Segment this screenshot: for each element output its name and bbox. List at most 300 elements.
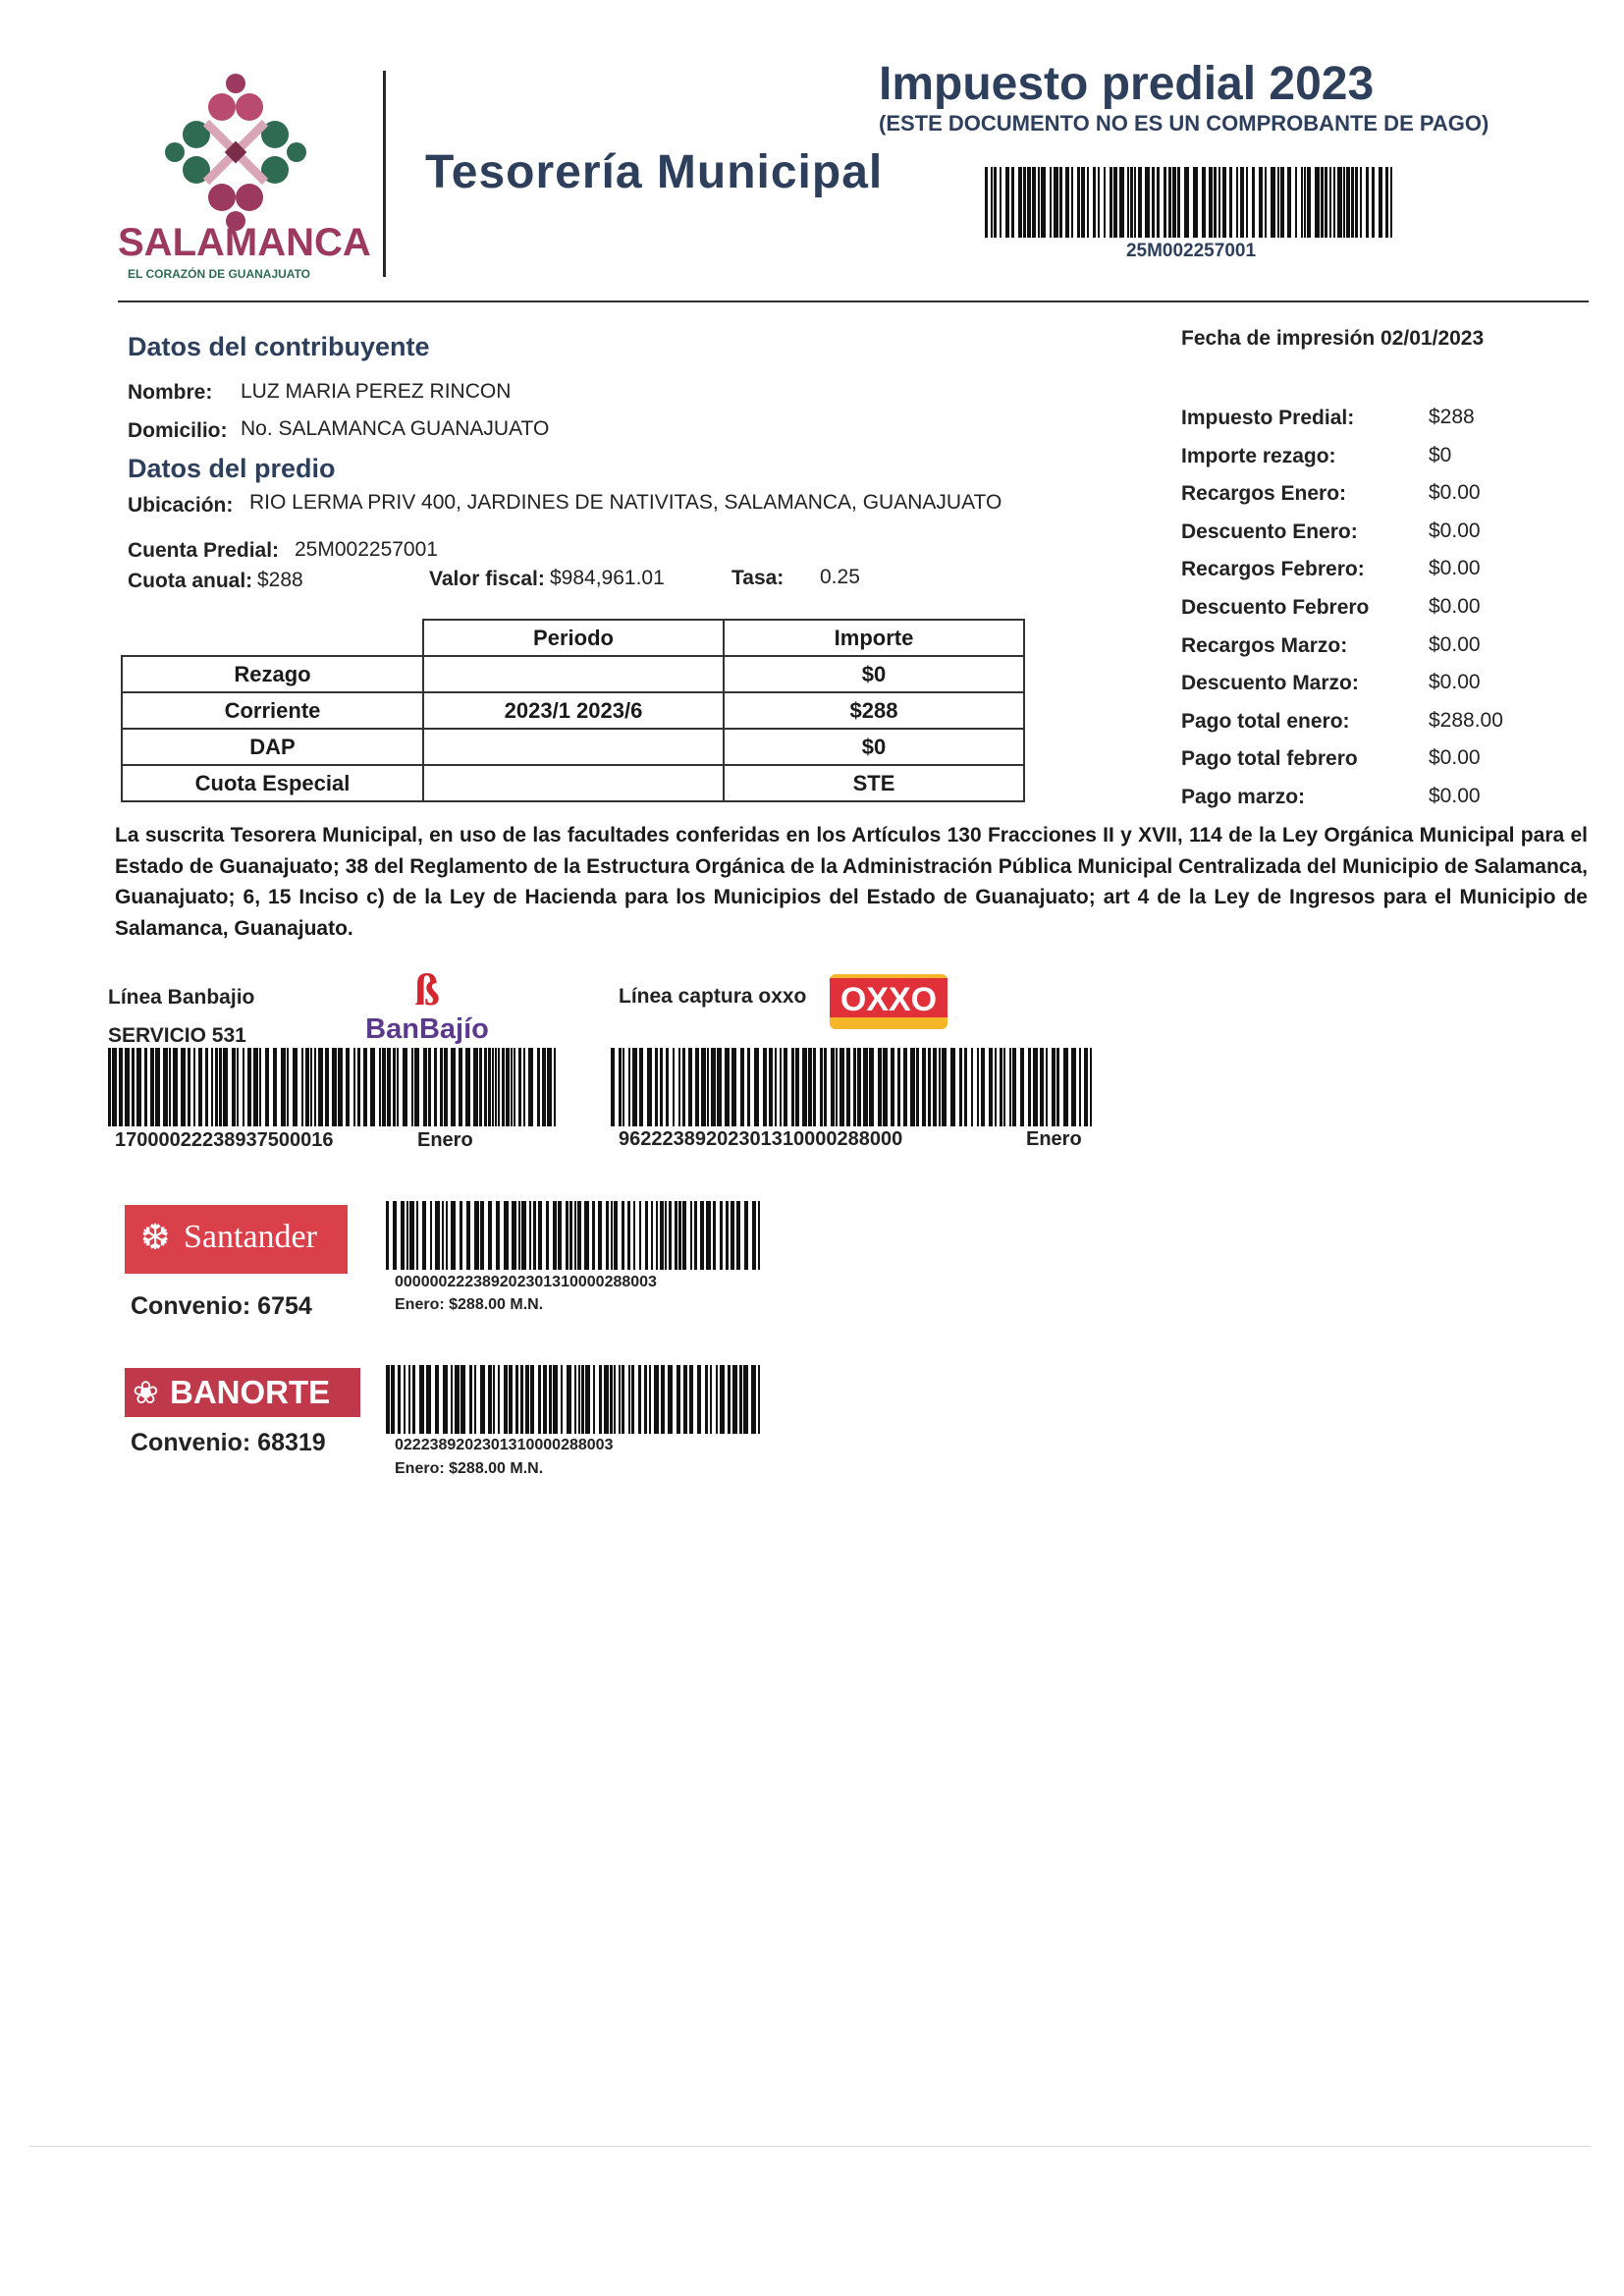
barcode-bar	[744, 1201, 748, 1270]
ubicacion-label: Ubicación:	[128, 494, 234, 517]
barcode-bar	[414, 1048, 419, 1126]
barcode-bar	[857, 1048, 861, 1126]
barcode-bar	[530, 1365, 534, 1434]
barcode-bar	[1271, 167, 1275, 238]
banorte-convenio: Convenio: 68319	[131, 1429, 326, 1456]
section-predio-title: Datos del predio	[128, 454, 336, 483]
barcode-bar	[654, 1365, 659, 1434]
barcode-bar	[506, 1048, 510, 1126]
barcode-bar	[716, 1365, 718, 1434]
barcode-bar	[891, 1048, 894, 1126]
barcode-bar	[338, 1048, 343, 1126]
barcode-bar	[710, 1365, 712, 1434]
barcode-bar	[520, 1365, 523, 1434]
barcode-bar	[678, 1201, 681, 1270]
barcode-bar	[584, 1201, 589, 1270]
barcode-bar	[521, 1201, 526, 1270]
barcode-bar	[1032, 167, 1036, 238]
table-cell: Cuota Especial	[122, 765, 423, 801]
barcode-bar	[219, 1048, 222, 1126]
barcode-bar	[265, 1048, 269, 1126]
barcode-bar	[237, 1048, 239, 1126]
barcode-bar	[215, 1048, 218, 1126]
barcode-bar	[1222, 167, 1226, 238]
barcode-bar	[922, 1048, 926, 1126]
summary-value: $0.00	[1429, 557, 1481, 579]
barcode-bar	[627, 1201, 630, 1270]
barcode-bar	[649, 1365, 651, 1434]
barcode-bar	[1056, 1048, 1059, 1126]
barcode-bar	[678, 1048, 680, 1126]
summary-value: $288.00	[1429, 709, 1503, 732]
barcode-bar	[163, 1048, 168, 1126]
header-divider	[383, 71, 386, 277]
barcode-bar	[780, 1048, 782, 1126]
barcode-bar	[740, 1048, 744, 1126]
barcode-bar	[451, 1201, 456, 1270]
barcode-bar	[577, 1201, 581, 1270]
santander-code: 000000222389202301310000288003	[395, 1274, 657, 1290]
barcode-bar	[717, 1048, 722, 1126]
barcode-bar	[682, 1048, 685, 1126]
barcode-bar	[155, 1048, 160, 1126]
barcode-bar	[813, 1048, 816, 1126]
barcode-bar	[638, 1365, 641, 1434]
barcode-bar	[409, 1201, 414, 1270]
barcode-bar	[991, 167, 993, 238]
barcode-bar	[412, 1365, 415, 1434]
barcode-bar	[623, 1048, 624, 1126]
barcode-bar	[553, 1201, 557, 1270]
barcode-bar	[480, 1365, 485, 1434]
barcode-bar	[578, 1365, 580, 1434]
barcode-bar	[791, 1048, 794, 1126]
barcode-bar	[614, 1365, 616, 1434]
table-cell: Corriente	[122, 692, 423, 729]
barcode-bar	[593, 1365, 595, 1434]
barcode-bar	[795, 1048, 799, 1126]
barcode-bar	[553, 1365, 558, 1434]
barcode-bar	[1009, 1048, 1011, 1126]
barcode-bar	[1145, 167, 1150, 238]
barcode-bar	[682, 1201, 686, 1270]
barcode-bar	[314, 1048, 316, 1126]
barcode-bar	[1360, 167, 1362, 238]
barcode-bar	[546, 1201, 549, 1270]
barcode-bar	[633, 1201, 635, 1270]
table-header-row	[122, 620, 1024, 656]
barcode-bar	[325, 1048, 329, 1126]
barcode-bar	[903, 1048, 907, 1126]
barcode-bar	[474, 1201, 479, 1270]
barcode-bar	[690, 1201, 692, 1270]
barcode-bar	[511, 1048, 513, 1126]
barcode-bar	[752, 1201, 756, 1270]
barcode-bar	[1236, 167, 1238, 238]
summary-label: Recargos Febrero:	[1181, 558, 1365, 580]
barcode-bar	[985, 167, 988, 238]
barcode-bar	[1351, 167, 1354, 238]
barcode-bar	[509, 1365, 513, 1434]
barcode-bar	[731, 1201, 734, 1270]
barcode-bar	[971, 1048, 973, 1126]
barcode-bar	[1020, 1048, 1024, 1126]
barcode-bar	[1379, 167, 1382, 238]
barcode-bar	[391, 1365, 395, 1434]
barcode-bar	[363, 1048, 367, 1126]
barcode-bar	[1090, 1048, 1092, 1126]
barcode-bar	[379, 1048, 381, 1126]
barcode-bar	[655, 1048, 658, 1126]
barcode-bar	[994, 167, 997, 238]
barcode-bar	[1012, 1048, 1016, 1126]
barcode-bar	[188, 1048, 190, 1126]
barcode-bar	[1304, 167, 1306, 238]
barcode-bar	[1252, 167, 1255, 238]
barcode-bar	[132, 1048, 135, 1126]
barcode-bar	[1333, 167, 1335, 238]
barcode-bar	[408, 1365, 410, 1434]
barcode-bar	[136, 1048, 141, 1126]
barcode-bar	[743, 1365, 748, 1434]
barcode-bar	[675, 1201, 677, 1270]
barcode-bar	[554, 1048, 556, 1126]
barcode-bar	[144, 1048, 147, 1126]
barcode-bar	[1098, 167, 1100, 238]
barcode-bar	[846, 1048, 850, 1126]
barcode-bar	[401, 1201, 405, 1270]
barcode-bar	[493, 1365, 495, 1434]
barcode-bar	[656, 1201, 658, 1270]
table-cell	[423, 729, 724, 765]
banorte-logo	[125, 1368, 360, 1417]
summary-label: Pago total enero:	[1181, 710, 1350, 733]
barcode-bar	[518, 1048, 521, 1126]
santander-amount: Enero: $288.00 M.N.	[395, 1296, 544, 1313]
barcode-bar	[205, 1048, 208, 1126]
barcode-bar	[668, 1365, 673, 1434]
banbajio-logo-text: BanBajío	[365, 1013, 489, 1044]
barcode-bar	[150, 1048, 154, 1126]
oxxo-barcode	[611, 1048, 1092, 1126]
barcode-bar	[910, 1048, 915, 1126]
barcode-bar	[639, 1201, 641, 1270]
barcode-bar	[169, 1048, 171, 1126]
barcode-bar	[661, 1365, 665, 1434]
barcode-bar	[689, 1365, 693, 1434]
barcode-bar	[538, 1365, 541, 1434]
barcode-bar	[1277, 167, 1279, 238]
barcode-bar	[933, 1048, 937, 1126]
barcode-bar	[631, 1365, 634, 1434]
barcode-bar	[512, 1201, 516, 1270]
table-cell: 2023/1 2023/6	[423, 692, 724, 729]
barcode-bar	[1059, 167, 1062, 238]
banorte-code: 0222389202301310000288003	[395, 1437, 614, 1453]
barcode-bar	[628, 1365, 630, 1434]
barcode-bar	[1287, 167, 1291, 238]
barcode-bar	[537, 1048, 540, 1126]
banbajio-barcode	[108, 1048, 558, 1126]
summary-label: Impuesto Predial:	[1181, 407, 1355, 429]
barcode-bar	[939, 1048, 941, 1126]
barcode-bar	[397, 1048, 399, 1126]
barcode-bar	[1177, 167, 1180, 238]
barcode-bar	[518, 1201, 520, 1270]
barcode-bar	[386, 1365, 390, 1434]
barcode-bar	[1071, 1048, 1076, 1126]
barcode-bar	[683, 1365, 687, 1434]
barcode-bar	[422, 1201, 426, 1270]
barcode-bar	[435, 1201, 440, 1270]
barcode-bar	[1346, 167, 1350, 238]
barcode-bar	[1071, 167, 1073, 238]
barcode-bar	[411, 1048, 413, 1126]
barcode-bar	[694, 1201, 697, 1270]
flame-icon: ❆	[140, 1217, 171, 1257]
barcode-bar	[108, 1048, 111, 1126]
barcode-bar	[1127, 167, 1129, 238]
barcode-bar	[406, 1201, 408, 1270]
summary-label: Descuento Febrero	[1181, 596, 1370, 619]
department-name: Tesorería Municipal	[425, 146, 884, 198]
barcode-bar	[566, 1201, 568, 1270]
barcode-bar	[1329, 167, 1331, 238]
barcode-bar	[1046, 1048, 1048, 1126]
barcode-bar	[1325, 167, 1327, 238]
oxxo-month: Enero	[1026, 1128, 1082, 1150]
barcode-bar	[673, 1048, 675, 1126]
barcode-bar	[479, 1048, 482, 1126]
barcode-bar	[1028, 1048, 1031, 1126]
barcode-bar	[1301, 167, 1303, 238]
barcode-bar	[831, 1048, 835, 1126]
barcode-bar	[706, 1201, 711, 1270]
barcode-bar	[651, 1201, 653, 1270]
logo-name: SALAMANCA	[118, 221, 371, 264]
barcode-bar	[370, 1048, 375, 1126]
account-barcode	[985, 167, 1397, 238]
barcode-bar	[619, 1048, 622, 1126]
barcode-bar	[697, 1365, 701, 1434]
barcode-bar	[474, 1365, 476, 1434]
barcode-bar	[1337, 167, 1342, 238]
barcode-bar	[942, 1048, 947, 1126]
barcode-bar	[669, 1201, 672, 1270]
barcode-bar	[731, 1048, 736, 1126]
barcode-bar	[538, 1201, 542, 1270]
santander-convenio: Convenio: 6754	[131, 1292, 312, 1320]
legal-text: La suscrita Tesorera Municipal, en uso de las facultades conferidas en los Artículos 130 Fracciones II y XVII, 114 de la Ley Orgánica Municipal para el Estado de Guanajuato; 38 del Reglamento de la Estructura Orgánica de la Administración Pública Municipal Centralizada del Municipio de Salamanca, Guanajuato; 6, 15 Inciso c) de la Ley de Hacienda para los Municipios del Estado de Guanajuato; art 4 de la Ley de Ingresos para el Municipio de Salamanca, Guanajuato.	[115, 824, 1588, 940]
barcode-bar	[310, 1048, 312, 1126]
barcode-bar	[700, 1201, 704, 1270]
summary-value: $0.00	[1429, 785, 1481, 807]
barcode-bar	[466, 1201, 470, 1270]
barcode-bar	[1113, 167, 1117, 238]
barcode-bar	[585, 1365, 590, 1434]
barcode-bar	[1041, 167, 1046, 238]
barcode-bar	[181, 1048, 186, 1126]
barcode-bar	[404, 1365, 406, 1434]
barcode-bar	[498, 1365, 500, 1434]
barcode-bar	[1000, 167, 1001, 238]
barcode-bar	[529, 1201, 531, 1270]
barcode-bar	[1063, 1048, 1068, 1126]
barcode-bar	[318, 1048, 323, 1126]
ubicacion-value: RIO LERMA PRIV 400, JARDINES DE NATIVITAS, SALAMANCA, GUANAJUATO	[249, 491, 1002, 514]
barcode-bar	[713, 1201, 716, 1270]
barcode-bar	[1079, 1048, 1081, 1126]
barcode-bar	[1240, 167, 1244, 238]
barcode-bar	[1110, 167, 1112, 238]
barcode-bar	[720, 1201, 723, 1270]
valor-fiscal-value: $984,961.01	[550, 567, 665, 589]
summary-label: Recargos Enero:	[1181, 482, 1347, 505]
barcode-bar	[824, 1048, 827, 1126]
barcode-bar	[720, 1365, 725, 1434]
table-header: Importe	[724, 620, 1024, 656]
barcode-bar	[281, 1048, 286, 1126]
barcode-bar	[112, 1048, 117, 1126]
banbajio-label: Línea Banbajio	[108, 986, 255, 1009]
barcode-bar	[515, 1365, 518, 1434]
barcode-bar	[1077, 167, 1080, 238]
summary-label: Descuento Marzo:	[1181, 672, 1359, 694]
barcode-bar	[193, 1048, 195, 1126]
table-header: Periodo	[423, 620, 724, 656]
barcode-bar	[754, 1048, 759, 1126]
barcode-bar	[428, 1048, 431, 1126]
barcode-bar	[647, 1048, 652, 1126]
barcode-bar	[525, 1365, 529, 1434]
fecha-impresion: Fecha de impresión 02/01/2023	[1181, 327, 1485, 350]
banbajio-month: Enero	[417, 1129, 473, 1151]
barcode-bar	[853, 1048, 856, 1126]
banorte-mark-icon: ❀	[133, 1375, 159, 1410]
barcode-bar	[836, 1048, 838, 1126]
barcode-bar	[666, 1048, 669, 1126]
table-cell: $0	[724, 656, 1024, 692]
barcode-bar	[125, 1048, 130, 1126]
barcode-bar	[736, 1201, 740, 1270]
summary-value: $0.00	[1429, 519, 1481, 542]
summary-value: $288	[1429, 406, 1475, 428]
barcode-bar	[1229, 167, 1232, 238]
barcode-bar	[995, 1048, 997, 1126]
tasa-value: 0.25	[820, 566, 860, 588]
barcode-bar	[1023, 167, 1026, 238]
barcode-bar	[1018, 167, 1022, 238]
banbajio-code: 17000022238937500016	[115, 1129, 334, 1151]
barcode-bar	[1184, 167, 1189, 238]
barcode-bar	[775, 1048, 777, 1126]
barcode-bar	[533, 1201, 536, 1270]
barcode-bar	[1119, 167, 1124, 238]
barcode-bar	[543, 1365, 547, 1434]
barcode-bar	[430, 1201, 432, 1270]
barcode-bar	[1168, 167, 1171, 238]
barcode-bar	[305, 1048, 309, 1126]
barcode-bar	[1138, 167, 1142, 238]
barcode-bar	[488, 1201, 492, 1270]
barcode-bar	[660, 1201, 664, 1270]
barcode-bar	[1104, 167, 1106, 238]
barcode-bar	[460, 1365, 465, 1434]
barcode-bar	[820, 1048, 823, 1126]
table-cell	[423, 765, 724, 801]
barcode-bar	[426, 1365, 431, 1434]
barcode-bar	[808, 1048, 812, 1126]
barcode-bar	[622, 1201, 624, 1270]
barcode-bar	[1209, 167, 1213, 238]
table-row	[122, 765, 1024, 801]
barcode-bar	[473, 1048, 478, 1126]
barcode-bar	[739, 1365, 742, 1434]
barcode-bar	[728, 1365, 731, 1434]
barcode-bar	[1134, 167, 1136, 238]
barcode-bar	[419, 1365, 424, 1434]
barcode-bar	[459, 1048, 462, 1126]
santander-logo	[125, 1205, 348, 1274]
section-contribuyente-title: Datos del contribuyente	[128, 332, 430, 361]
barcode-bar	[504, 1201, 509, 1270]
barcode-bar	[614, 1201, 618, 1270]
barcode-bar	[346, 1048, 350, 1126]
summary-label: Descuento Enero:	[1181, 520, 1358, 543]
banbajio-logo-mark: ß	[414, 965, 440, 1014]
barcode-bar	[498, 1048, 500, 1126]
oxxo-logo	[828, 972, 955, 1035]
barcode-bar	[484, 1048, 487, 1126]
barcode-bar	[273, 1048, 277, 1126]
table-cell: $288	[724, 692, 1024, 729]
table-cell	[423, 656, 724, 692]
barcode-bar	[1040, 1048, 1044, 1126]
barcode-bar	[469, 1365, 472, 1434]
valor-fiscal-label: Valor fiscal:	[429, 568, 545, 590]
barcode-bar	[1081, 167, 1085, 238]
barcode-bar	[523, 1048, 525, 1126]
barcode-bar	[387, 1048, 391, 1126]
barcode-bar	[1005, 167, 1009, 238]
summary-value: $0.00	[1429, 481, 1481, 504]
barcode-bar	[1246, 167, 1248, 238]
banorte-logo-text: BANORTE	[170, 1374, 331, 1410]
barcode-bar	[1307, 167, 1311, 238]
barcode-bar	[769, 1048, 773, 1126]
summary-label: Importe rezago:	[1181, 445, 1336, 467]
table-cell: Rezago	[122, 656, 423, 692]
barcode-bar	[1385, 167, 1388, 238]
salamanca-logo	[118, 54, 373, 290]
barcode-bar	[1366, 167, 1369, 238]
barcode-bar	[1280, 167, 1284, 238]
barcode-bar	[1315, 167, 1320, 238]
barcode-bar	[443, 1365, 448, 1434]
barcode-bar	[393, 1201, 397, 1270]
barcode-bar	[732, 1365, 737, 1434]
banorte-amount: Enero: $288.00 M.N.	[395, 1460, 544, 1477]
barcode-bar	[705, 1365, 708, 1434]
barcode-bar	[1003, 1048, 1005, 1126]
santander-logo-text: Santander	[184, 1219, 317, 1255]
barcode-bar	[695, 1048, 699, 1126]
barcode-bar	[916, 1048, 919, 1126]
table-row	[122, 656, 1024, 692]
barcode-bar	[444, 1048, 448, 1126]
barcode-bar	[592, 1201, 595, 1270]
barcode-bar	[495, 1048, 497, 1126]
